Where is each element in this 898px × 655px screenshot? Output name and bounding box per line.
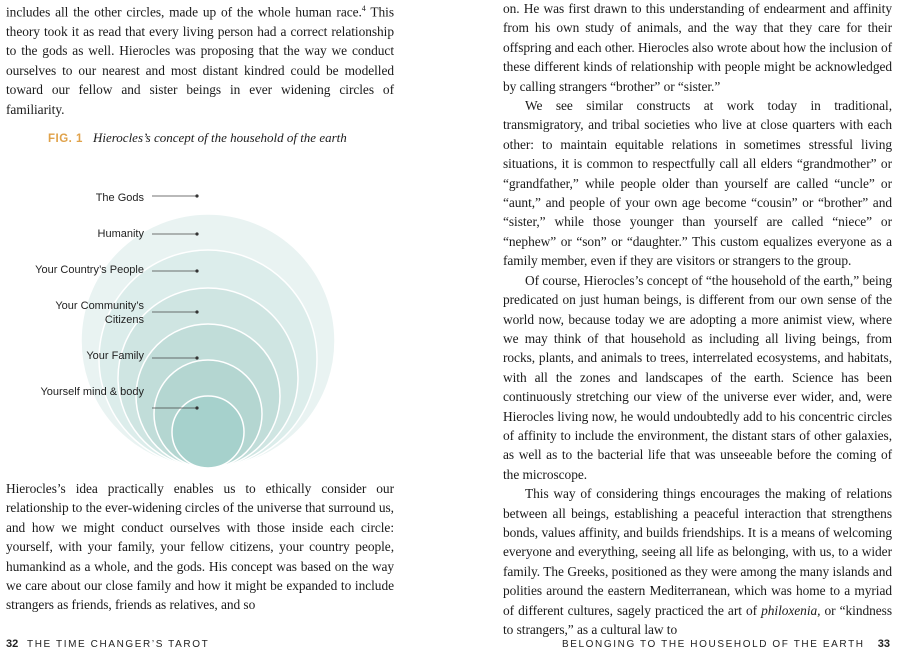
running-head-right: BELONGING TO THE HOUSEHOLD OF THE EARTH [561,639,865,650]
label-humanity: Humanity [97,228,144,240]
left-paragraph-top [6,0,394,119]
philoxenia-term: philoxenia, [761,602,821,618]
label-community-line1: Your Community’s [55,300,144,312]
footnote-marker: 4 [361,4,366,13]
left-top-text: includes all the other circles, made up of the whole human race. [6,4,362,20]
page-number-left: 32 [6,638,19,650]
right-paragraph-2: We see similar constructs at work today in traditional, transmigratory, and tribal societies who live at close quarters with each other: to maintain equitable relations in sometimes stressful living situations, it is common to respectfully call all elders “grandmother” or “grandfather,” while people older than yourself are called “uncle” or “aunt,” and people of your own age become “cousin” or “brother” and “sister,” while those younger than yourself are called “niece” or “nephew” or “son” or “daughter.” This custom equalizes everyone as a family member, even if they are visitors or strangers to the group. [503,98,892,269]
figure-caption [48,130,408,146]
running-head-left: THE TIME CHANGER’S TAROT [27,639,210,650]
circle-yourself [172,396,244,468]
right-footer [562,638,890,650]
left-bottom-text: Hierocles’s idea practically enables us to ethically consider our relationship to the ever-widening circles of the universe that surround us, and how we might conduct ourselves with those inside each circle: yourself, with your family, your fellow citizens, your country people, humankind as a whole, and the gods. His concept was based on the way we care about our close family and how it might be expanded to include strangers as friends, friends as relatives, and so [6,481,394,613]
right-paragraph-3: Of course, Hierocles’s concept of “the household of the earth,” being predicated on just human beings, is different from our own sense of the world now, because today we are adopting a more animist view, where we may think of that household as including all living beings, from rocks, plants, and animals to trees, interrelated ecosystems, and habitats, with all the zones and landscapes of the earth. Science has been continuously stretching our view of the universe ever wider, and, were Hierocles living now, he would undoubtedly add to his concentric circles of affinity to include the environment, the distant stars of other galaxies, as well as to the bacterial life that was unseeable before the coming of the microscope. [503,272,892,482]
label-community-line2: Citizens [104,314,144,326]
concentric-circles-diagram [0,150,449,470]
left-footer [6,638,209,650]
right-paragraph-1: on. He was first drawn to this understanding of endearment and affinity from his own study of animals, and the way that they care for their offspring and each other. Hierocles also wrote about how the inclusion of these different kinds of relationship with people might be acknowledged by calling strangers “brother” or “sister.” [503,1,892,94]
left-top-text-rest: This theory took it as read that every living person had a correct relationship to the gods as well. Hierocles was proposing that the way we conduct ourselves to our nearest and most distant kindred could be modelled toward our fellow and sister beings in ever widening circles of familiarity. [6,4,394,117]
right-p4-text-end: or “kindness to strangers,” as a cultural law to [503,602,893,637]
left-paragraph-bottom [6,479,394,615]
figure-label: FIG. 1 [48,133,83,145]
label-family: Your Family [86,350,144,362]
right-page [449,0,898,655]
label-the-gods: The Gods [95,192,144,204]
label-yourself: Yourself mind & body [40,386,144,398]
right-body [503,0,892,639]
right-paragraph-4 [503,484,892,639]
page-number-right: 33 [877,638,890,650]
label-country: Your Country’s People [35,264,144,276]
figure-title: Hierocles’s concept of the household of the earth [92,130,347,145]
right-p4-text: This way of considering things encourages the making of relations between all beings, establishing a peaceful interaction that strengthens bonds, values affinity, and builds friendships. It is a means of welcoming everyone and everything, seeing all life as belonging, with us, to a wider family. The Greeks, positioned as they were among the many islands and polities around the eastern Mediterranean, which was home to a myriad of different cultures, sagely practiced the art of [503,486,892,618]
